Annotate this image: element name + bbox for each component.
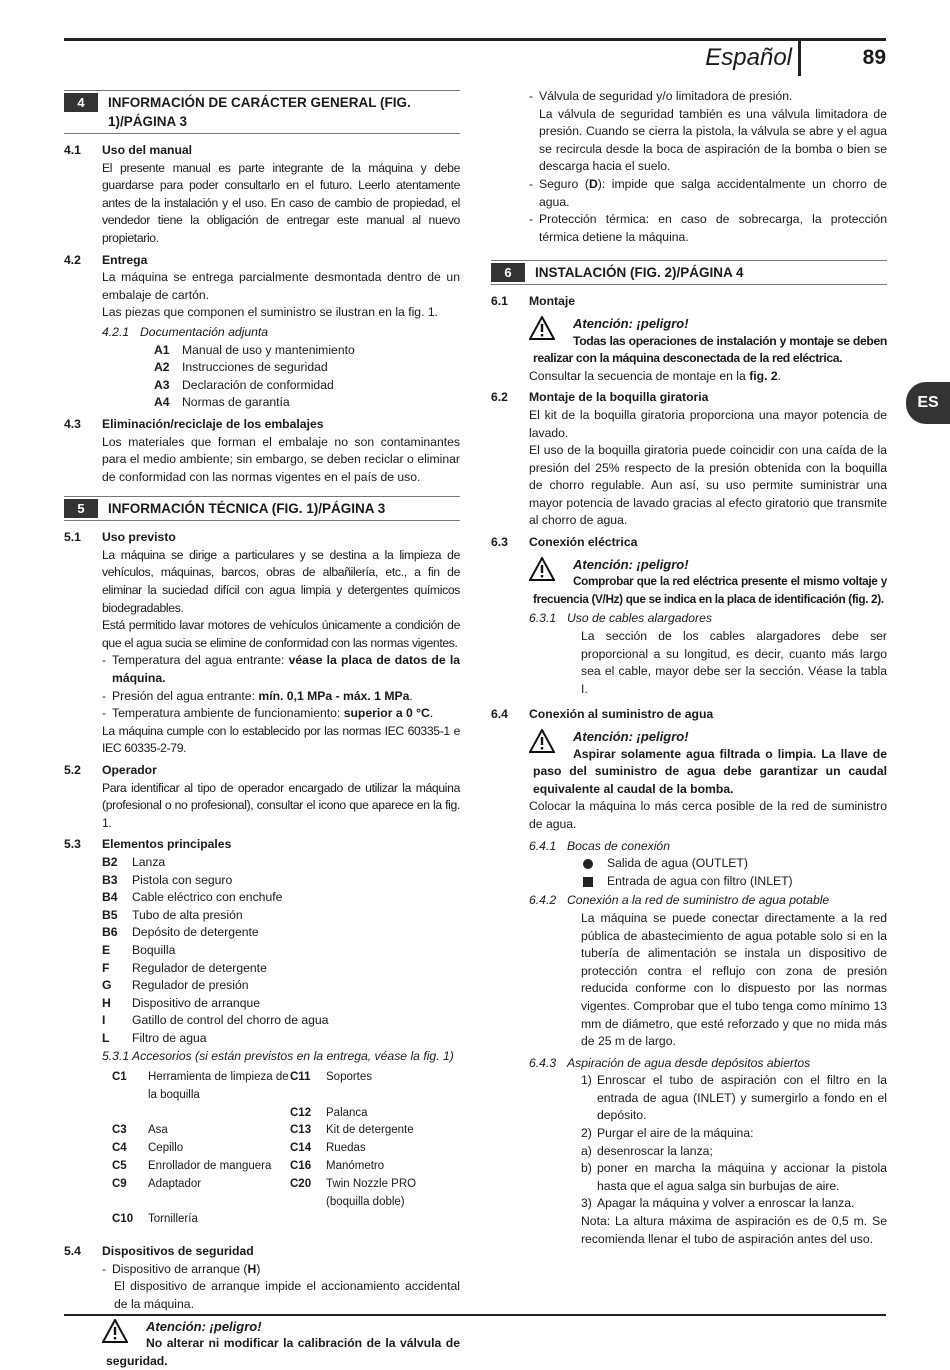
warning-icon — [529, 557, 555, 581]
document-item — [64, 377, 460, 395]
dash-item: - Dispositivo de arranque (H) — [102, 1261, 261, 1276]
element-item — [64, 872, 460, 890]
subsection-title: Bocas de conexión — [567, 838, 670, 853]
text: . — [429, 706, 434, 721]
usage-conditions-list — [64, 652, 460, 722]
section-title: INFORMACIÓN DE CARÁCTER GENERAL (FIG. 1)/PÁGINA 3 — [108, 95, 411, 129]
document-item — [64, 359, 460, 377]
dash-item — [64, 688, 460, 706]
accessory-code: C14 — [290, 1142, 312, 1155]
subsection-4-2 — [64, 252, 460, 270]
text: Válvula de seguridad y/o limitadora de presión. — [539, 89, 793, 103]
subsection-6-3 — [491, 534, 887, 552]
bold-text: mín. 0,1 MPa - máx. 1 MPa — [258, 688, 410, 703]
right-column — [491, 88, 887, 1248]
port-item — [491, 873, 887, 891]
accessory-code: C11 — [290, 1071, 311, 1084]
element-code: E — [102, 942, 111, 957]
accessory-label: Palanca — [326, 1106, 368, 1119]
subsection-number: 4.1 — [64, 143, 81, 157]
document-code: A4 — [154, 395, 170, 410]
accessory-code: C20 — [290, 1177, 312, 1190]
element-label: Regulador de presión — [132, 978, 249, 993]
document-label: Instrucciones de seguridad — [182, 360, 328, 375]
element-item — [64, 924, 460, 942]
subsection-title: Dispositivos de seguridad — [102, 1244, 254, 1259]
text: ) — [256, 1261, 261, 1276]
accessory-code: C13 — [290, 1124, 312, 1137]
subsection-number: 4.2.1 — [102, 324, 130, 339]
element-item — [64, 907, 460, 925]
dash-item — [64, 652, 460, 687]
element-code: G — [102, 978, 112, 993]
warning-block — [64, 1318, 460, 1370]
element-code: L — [102, 1030, 110, 1045]
element-item — [64, 942, 460, 960]
step-mark: a) — [581, 1143, 592, 1158]
warning-text: No alterar ni modificar la calibración de la válvula de seguridad. — [106, 1336, 460, 1368]
accessory-label: Tornillería — [148, 1213, 198, 1226]
section-5-heading — [64, 496, 460, 521]
element-label: Gatillo de control del chorro de agua — [132, 1013, 329, 1028]
paragraph: La máquina se puede conectar directamente a la red pública de abastecimiento de agua potable solo si en la tubería de alimentación se instala un dispositivo de protección contra el reflujo con zona de presión reducida conforme con lo dispuesto por las normas vigentes. Comprobar que el tubo tenga como mínimo 13 mm de diámetro, que esté reforzado y que no mida más de 25 m de largo. — [581, 910, 887, 1049]
element-code: I — [102, 1013, 106, 1028]
text: Presión del agua entrante: — [112, 688, 259, 703]
circle-bullet-icon — [583, 859, 593, 869]
element-item — [64, 889, 460, 907]
paragraph: La máquina se entrega parcialmente desmontada dentro de un embalaje de cartón. — [102, 270, 460, 302]
dash-item: - Válvula de seguridad y/o limitadora de presión. — [529, 89, 793, 103]
warning-icon — [529, 729, 555, 753]
paragraph: La máquina se dirige a particulares y se destina a la limpieza de vehículos, máquinas, barcos, obras de albañilería, etc., a fin de eliminar la suciedad difícil con agua limpia y detergentes químicos biodegradables. — [102, 547, 460, 615]
bold-text: fig. 2 — [749, 368, 778, 383]
accessory-label: Herramienta de limpieza de la boquilla — [148, 1071, 289, 1101]
dash-mark: - — [102, 688, 107, 703]
accessory-label: Kit de detergente — [326, 1124, 414, 1137]
element-item — [64, 854, 460, 872]
warning-icon — [529, 316, 555, 340]
paragraph: La sección de los cables alargadores debe ser proporcional a su longitud, es decir, cuanto más largo sea el cable, mayor debe ser la sección. Véase la tabla I. — [581, 629, 887, 696]
page-number: 89 — [862, 46, 886, 69]
accessory-code: C10 — [112, 1213, 134, 1226]
step-mark: 1) — [581, 1073, 592, 1088]
subsection-title: Montaje — [529, 294, 576, 309]
element-code: B5 — [102, 907, 118, 922]
accessory-label: Twin Nozzle PRO (boquilla doble) — [326, 1177, 417, 1208]
warning-title: Atención: ¡peligro! — [146, 1318, 262, 1334]
element-code: B6 — [102, 925, 118, 940]
step-item — [491, 1143, 887, 1161]
subsection-4-3 — [64, 416, 460, 434]
subsection-title: Elementos principales — [102, 837, 232, 852]
port-label: Entrada de agua con filtro (INLET) — [607, 873, 793, 888]
paragraph: Para identificar al tipo de operador encargado de utilizar la máquina (profesional o no profesional), consultar el icono que aparece en la fig. 1. — [102, 780, 460, 830]
warning-block — [491, 556, 887, 609]
element-item — [64, 1030, 460, 1048]
warning-block — [491, 315, 887, 368]
section-4-heading — [64, 90, 460, 134]
text: Consultar la secuencia de montaje en la — [529, 368, 750, 383]
element-label: Dispositivo de arranque — [132, 995, 261, 1010]
subsection-number: 5.2 — [64, 763, 81, 777]
accessory-code: C4 — [112, 1142, 127, 1155]
paragraph: Los materiales que forman el embalaje no son contaminantes para el medio ambiente; sin embargo, se deben reciclar o eliminar de conformidad con las normas vigentes en el país de uso. — [102, 434, 460, 484]
step-mark: 2) — [581, 1126, 592, 1141]
note-text: Nota: La altura máxima de aspiración es de 0,5 m. Se recomienda llenar el tubo de aspiración antes del uso. — [581, 1214, 887, 1246]
bold-text: véase la placa de datos de la máquina. — [112, 653, 460, 686]
main-elements-list — [64, 854, 460, 1048]
dash-mark: - — [102, 706, 107, 721]
subsection-6-4-2 — [491, 892, 887, 910]
warning-title: Atención: ¡peligro! — [573, 556, 689, 572]
square-bullet-icon — [583, 877, 593, 887]
bottom-rule — [64, 1314, 886, 1316]
subsection-4-2-1 — [64, 324, 460, 342]
accessory-code: C16 — [290, 1160, 312, 1173]
step-mark: b) — [581, 1161, 592, 1176]
top-rule — [64, 38, 886, 41]
port-label: Salida de agua (OUTLET) — [607, 856, 748, 871]
left-column — [64, 90, 460, 1370]
document-label: Manual de uso y mantenimiento — [182, 342, 355, 357]
subsection-number: 6.2 — [491, 390, 508, 405]
element-code: B3 — [102, 872, 118, 887]
step-item — [491, 1195, 887, 1213]
subsection-title: Uso de cables alargadores — [567, 611, 712, 626]
element-label: Filtro de agua — [132, 1030, 207, 1045]
warning-text: Aspirar solamente agua filtrada o limpia. La llave de paso del suministro de agua debe garantizar un caudal equivalente al caudal de la bomba. — [533, 746, 887, 796]
text: . — [409, 688, 413, 703]
text: ): impide que salga accidentalmente un chorro de agua. — [539, 176, 887, 209]
paragraph: Colocar la máquina lo más cerca posible de la red de suministro de agua. — [529, 799, 887, 831]
language-tab[interactable]: ES — [906, 382, 950, 424]
subsection-title: Uso del manual — [102, 143, 193, 157]
subsection-6-4-1 — [491, 838, 887, 856]
text: Dispositivo de arranque ( — [112, 1261, 248, 1276]
subsection-title: Aspiración de agua desde depósitos abiertos — [567, 1055, 811, 1070]
subsection-6-4 — [491, 706, 887, 724]
subsection-5-3 — [64, 836, 460, 854]
element-label: Lanza — [132, 854, 166, 869]
element-item — [64, 995, 460, 1013]
document-item — [64, 394, 460, 412]
text: . — [777, 368, 782, 383]
subsection-number: 6.3.1 — [529, 611, 557, 626]
step-text: Enroscar el tubo de aspiración con el filtro en la entrada de agua (INLET) y sumergirlo a fondo en el depósito. — [597, 1073, 887, 1123]
document-code: A1 — [154, 342, 170, 357]
paragraph: Está permitido lavar motores de vehículos únicamente a condición de que el agua sucia se elimine de conformidad con las normas vigentes. — [102, 618, 460, 650]
subsection-6-1 — [491, 293, 887, 311]
subsection-5-4 — [64, 1243, 460, 1261]
section-6-heading — [491, 260, 887, 285]
accessory-code: C1 — [112, 1071, 127, 1084]
element-label: Pistola con seguro — [132, 872, 233, 887]
step-text: poner en marcha la máquina y accionar la pistola hasta que el agua salga sin burbujas de aire. — [597, 1161, 887, 1193]
subsection-title: Conexión al suministro de agua — [529, 707, 714, 722]
element-label: Depósito de detergente — [132, 925, 259, 940]
document-item — [64, 342, 460, 360]
header-language: Español — [705, 44, 792, 71]
step-text: Purgar el aire de la máquina: — [597, 1126, 754, 1141]
accessory-label: Soportes — [326, 1071, 373, 1084]
subsection-title: Conexión eléctrica — [529, 535, 638, 550]
step-mark: 3) — [581, 1196, 592, 1211]
subsection-title: Operador — [102, 763, 157, 777]
element-item — [64, 1012, 460, 1030]
element-label: Regulador de detergente — [132, 960, 267, 975]
step-text: desenroscar la lanza; — [597, 1143, 713, 1158]
element-label: Tubo de alta presión — [132, 907, 243, 922]
element-code: F — [102, 960, 110, 975]
subsection-number: 5.4 — [64, 1244, 81, 1259]
subsection-4-1 — [64, 142, 460, 160]
subsection-6-2 — [491, 389, 887, 407]
subsection-number: 6.4 — [491, 707, 508, 722]
subsection-number: 5.1 — [64, 530, 81, 545]
dash-item — [64, 705, 460, 723]
warning-text: Comprobar que la red eléctrica presente el mismo voltaje y frecuencia (V/Hz) que se indica en la placa de identificación (fig. 2). — [533, 574, 887, 606]
subsection-title: Montaje de la boquilla giratoria — [529, 390, 709, 405]
dash-item: - Protección térmica: en caso de sobrecarga, la protección térmica detiene la máquina. — [529, 212, 887, 244]
subsection-number: 6.4.2 — [529, 893, 557, 908]
paragraph: El dispositivo de arranque impide el accionamiento accidental de la máquina. — [114, 1279, 460, 1312]
accessory-label: Cepillo — [148, 1142, 184, 1155]
subsection-title: Conexión a la red de suministro de agua potable — [567, 893, 830, 908]
subsection-number: 4.2 — [64, 252, 81, 267]
subsection-number: 4.3 — [64, 416, 81, 431]
paragraph: El presente manual es parte integrante de la máquina y debe guardarse para poder consultarlo en el futuro. Leerlo atentamente antes de la instalación y el uso. En caso de cambio de propiedad, el vendedor tiene la obligación de entregar este manual al nuevo propietario. — [102, 160, 460, 245]
subsection-number: 5.3 — [64, 837, 81, 852]
subsection-number: 6.3 — [491, 535, 508, 550]
paragraph: La máquina cumple con lo establecido por las normas IEC 60335-1 e IEC 60335-2-79. — [102, 723, 460, 756]
subsection-6-4-3 — [491, 1055, 887, 1073]
document-code: A3 — [154, 377, 170, 392]
bold-text: D — [588, 176, 598, 191]
accessories-heading: 5.3.1 Accesorios (si están previstos en la entrega, véase la fig. 1) — [102, 1048, 454, 1063]
bold-text: superior a 0 °C — [343, 706, 430, 721]
warning-block — [491, 728, 887, 798]
paragraph — [491, 368, 887, 386]
accessory-code: C5 — [112, 1160, 127, 1173]
section-number: 6 — [491, 263, 525, 282]
element-item — [64, 977, 460, 995]
paragraph: Las piezas que componen el suministro se ilustran en la fig. 1. — [102, 305, 439, 320]
dash-item: - Seguro (D): impide que salga accidentalmente un chorro de agua. — [529, 176, 887, 209]
accessory-label — [148, 1105, 290, 1123]
element-label: Cable eléctrico con enchufe — [132, 890, 283, 905]
accessory-label: Asa — [148, 1124, 168, 1137]
document-code: A2 — [154, 360, 170, 375]
suction-steps-list — [491, 1072, 887, 1213]
accessory-code: C12 — [290, 1106, 312, 1119]
accessory-label — [326, 1211, 446, 1229]
accessory-label: Ruedas — [326, 1142, 366, 1155]
accessory-code: C3 — [112, 1124, 127, 1137]
subsection-title: Entrega — [102, 252, 148, 267]
accessory-code — [112, 1105, 148, 1123]
paragraph: La válvula de seguridad también es una válvula limitadora de presión. Cuando se cierra la pistola, la válvula se abre y el agua se recircula desde la boca de aspiración de la bomba o bien se descarga hacia el suelo. — [539, 106, 887, 174]
subsection-number: 6.4.1 — [529, 838, 557, 853]
subsection-5-1 — [64, 529, 460, 547]
text: Temperatura ambiente de funcionamiento: — [112, 706, 344, 721]
section-title: INFORMACIÓN TÉCNICA (FIG. 1)/PÁGINA 3 — [108, 501, 386, 517]
paragraph: El kit de la boquilla giratoria proporciona una mayor potencia de lavado. — [529, 407, 887, 440]
text: Temperatura del agua entrante: — [112, 653, 289, 668]
subsection-number: 6.4.3 — [529, 1055, 557, 1070]
element-code: B4 — [102, 890, 118, 905]
warning-title: Atención: ¡peligro! — [573, 729, 689, 744]
connection-ports-list — [491, 855, 887, 890]
section-title: INSTALACIÓN (FIG. 2)/PÁGINA 4 — [535, 265, 744, 281]
accessory-label: Adaptador — [148, 1177, 202, 1190]
warning-title: Atención: ¡peligro! — [573, 315, 689, 331]
warning-text: Todas las operaciones de instalación y montaje se deben realizar con la máquina desconectada de la red eléctrica. — [533, 333, 887, 366]
subsection-number: 6.1 — [491, 294, 508, 309]
subsection-title: Documentación adjunta — [140, 324, 269, 339]
paragraph: El uso de la boquilla giratoria puede coincidir con una caída de la presión del 25% respecto de la presión obtenida con la boquilla de chorro regulable. Aun así, su uso permite suministrar una mayor potencia de lavado gracias al efecto giratorio que transmite al chorro de agua. — [529, 443, 887, 528]
warning-icon — [102, 1319, 128, 1343]
document-label: Declaración de conformidad — [182, 377, 334, 392]
header-divider — [798, 40, 801, 76]
step-item — [491, 1160, 887, 1195]
accessory-label: Enrollador de manguera — [148, 1160, 272, 1173]
section-number: 4 — [64, 93, 98, 112]
accessory-code — [290, 1211, 326, 1229]
dash-mark: - — [102, 653, 107, 668]
step-item — [491, 1072, 887, 1125]
accessories-table — [112, 1069, 460, 1229]
subsection-5-2 — [64, 762, 460, 780]
documents-list — [64, 342, 460, 412]
step-text: Apagar la máquina y volver a enroscar la lanza. — [597, 1196, 855, 1211]
subsection-title: Eliminación/reciclaje de los embalajes — [102, 416, 324, 431]
text: Seguro ( — [539, 176, 589, 191]
element-label: Boquilla — [132, 942, 176, 957]
document-label: Normas de garantía — [182, 395, 290, 410]
port-item — [491, 855, 887, 873]
subsection-title: Uso previsto — [102, 530, 176, 545]
element-code: H — [102, 995, 111, 1010]
bold-text: H — [247, 1261, 257, 1276]
element-code: B2 — [102, 854, 118, 869]
accessory-label: Manómetro — [326, 1160, 385, 1173]
element-item — [64, 960, 460, 978]
step-item — [491, 1125, 887, 1143]
text: Protección térmica: en caso de sobrecarga, la protección térmica detiene la máquina. — [539, 212, 887, 244]
accessory-code: C9 — [112, 1177, 127, 1190]
subsection-6-3-1 — [491, 610, 887, 628]
section-number: 5 — [64, 499, 98, 518]
